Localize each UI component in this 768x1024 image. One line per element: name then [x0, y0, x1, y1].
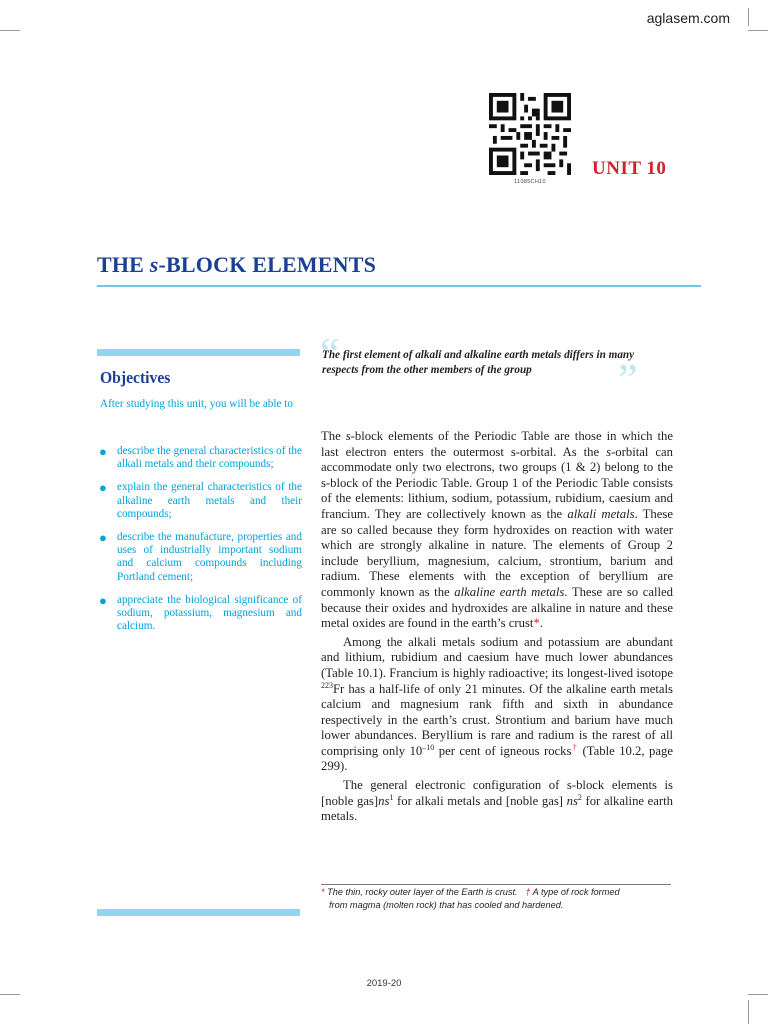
- crop-mark: [0, 994, 20, 995]
- list-item: ● explain the general characteristics of the alkaline earth metals and their compounds;: [99, 480, 302, 520]
- qr-code-icon[interactable]: [489, 93, 571, 175]
- qr-caption: 11085CH10: [514, 179, 546, 185]
- footnote: * The thin, rocky outer layer of the Earth is crust. † A type of rock formed from magma (molten rock) that has cooled and hardened.: [321, 887, 620, 910]
- paragraph-2: Among the alkali metals sodium and potassium are abundant and lithium, rubidium and caesium have much lower abundances (Table 10.1). Francium is highly radioactive; its longest-lived isotope $^{223}$Fr has a half-life of only 21 minutes. Of the alkaline earth metals calcium and magnesium rank fifth and sixth in abundance respectively in the earth’s crust. Strontium and barium have much lower abundances. Beryllium is rare and radium is the rarest of all comprising only $10^{-10}$ per cent of igneous rocks† (Table 10.2, page 299).: [321, 634, 673, 774]
- crop-mark: [748, 30, 768, 31]
- objectives-list: [97, 445, 302, 643]
- objectives-top-bar: [97, 349, 300, 356]
- paragraph-1: The s-block elements of the Periodic Table are those in which the last electron enters the outermost s-orbital. As the s-orbital can accommodate only two electrons, two groups (1 & 2) belong to the s-block of the Periodic Table. Group 1 of the Periodic Table consists of the elements: lithium, sodium, potassium, rubidium, caesium and francium. They are collectively known as the alkali metals. These are so called because they form hydroxides on reaction with water which are strongly alkaline in nature. The elements of Group 2 include beryllium, magnesium, calcium, strontium, barium and radium. These elements with the exception of beryllium are commonly known as the alkaline earth metals. These are so called because their oxides and hydroxides are alkaline in nature and these metal oxides are found in the earth’s crust*.: [321, 429, 673, 631]
- open-quote-icon: “: [320, 329, 340, 378]
- page-number: 2019-20: [366, 978, 402, 989]
- body-text: [321, 429, 673, 825]
- epigraph-quote: The first element of alkali and alkaline earth metals differs in many respects from the other members of the group: [322, 349, 635, 376]
- paragraph-3: The general electronic configuration of s-block elements is [noble $gas]ns^1$ for alkali metals and [noble gas] $ns^2$ for alkaline earth metals.: [321, 778, 673, 824]
- bullet-icon: ●: [99, 592, 107, 608]
- objectives-intro: After studying this unit, you will be able to: [100, 398, 293, 410]
- bullet-icon: ●: [99, 480, 107, 496]
- crop-mark: [748, 994, 768, 995]
- unit-label: UNIT 10: [592, 158, 667, 179]
- close-quote-icon: ”: [618, 355, 638, 404]
- list-item: ● appreciate the biological significance of sodium, potassium, magnesium and calcium.: [99, 592, 302, 633]
- objectives-bottom-bar: [97, 909, 300, 916]
- site-watermark: aglasem.com: [646, 10, 730, 26]
- footnote-rule: [321, 884, 671, 885]
- page-title: THE s-BLOCK ELEMENTS: [97, 252, 377, 277]
- list-item: ● describe the manufacture, properties and uses of industrially important sodium and calcium compounds including Portland cement;: [99, 530, 302, 583]
- crop-mark: [748, 1000, 749, 1024]
- bullet-icon: ●: [99, 530, 107, 546]
- bullet-icon: ●: [99, 444, 107, 459]
- title-rule: [97, 285, 701, 287]
- crop-mark: [748, 8, 749, 26]
- objectives-heading: Objectives: [100, 368, 171, 387]
- crop-mark: [0, 30, 20, 31]
- list-item: ● describe the general characteristics of the alkali metals and their compounds;: [99, 444, 302, 471]
